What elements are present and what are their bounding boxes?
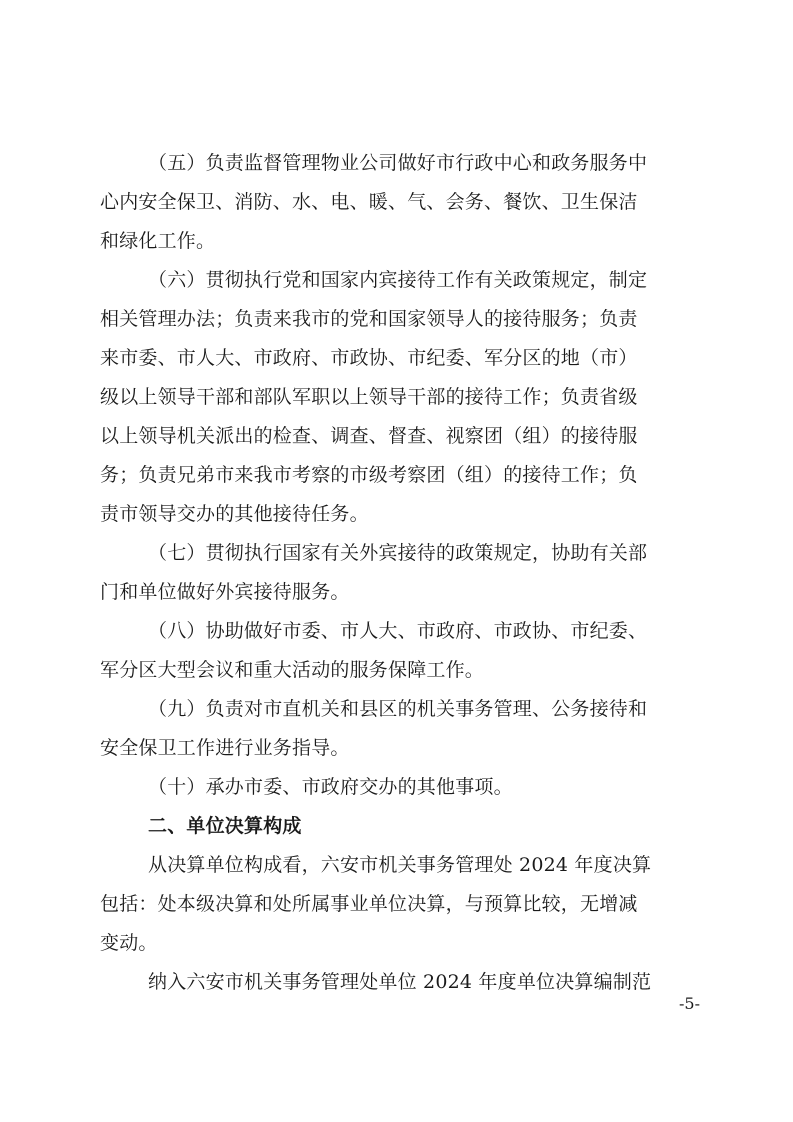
paragraph-6-line-4: 级以上领导干部和部队军职以上领导干部的接待工作；负责省级 bbox=[100, 386, 638, 408]
paragraph-8-line-1: （八）协助做好市委、市人大、市政府、市政协、市纪委、 bbox=[148, 620, 648, 642]
paragraph-composition-line-2: 包括：处本级决算和处所属事业单位决算，与预算比较，无增减 bbox=[100, 893, 638, 915]
paragraph-6-line-2: 相关管理办法；负责来我市的党和国家领导人的接待服务；负责 bbox=[100, 308, 638, 330]
paragraph-composition-line-3: 变动。 bbox=[100, 932, 158, 954]
paragraph-scope-line-1: 纳入六安市机关事务管理处单位 2024 年度单位决算编制范 bbox=[148, 971, 652, 993]
paragraph-5-line-1: （五）负责监督管理物业公司做好市行政中心和政务服务中 bbox=[148, 152, 648, 174]
paragraph-9-line-2: 安全保卫工作进行业务指导。 bbox=[100, 737, 350, 759]
paragraph-7-line-1: （七）贯彻执行国家有关外宾接待的政策规定，协助有关部 bbox=[148, 542, 648, 564]
paragraph-6-line-3: 来市委、市人大、市政府、市政协、市纪委、军分区的地（市） bbox=[100, 347, 638, 369]
paragraph-6-line-7: 责市领导交办的其他接待任务。 bbox=[100, 503, 369, 525]
paragraph-6-line-1: （六）贯彻执行党和国家内宾接待工作有关政策规定，制定 bbox=[148, 269, 648, 291]
page-number: -5- bbox=[679, 994, 700, 1013]
paragraph-5-line-3: 和绿化工作。 bbox=[100, 230, 216, 252]
paragraph-10-line-1: （十）承办市委、市政府交办的其他事项。 bbox=[148, 776, 513, 798]
paragraph-9-line-1: （九）负责对市直机关和县区的机关事务管理、公务接待和 bbox=[148, 698, 648, 720]
section-heading: 二、单位决算构成 bbox=[148, 815, 302, 837]
paragraph-5-line-2: 心内安全保卫、消防、水、电、暖、气、会务、餐饮、卫生保洁 bbox=[100, 191, 638, 213]
paragraph-7-line-2: 门和单位做好外宾接待服务。 bbox=[100, 581, 350, 603]
paragraph-composition-line-1: 从决算单位构成看，六安市机关事务管理处 2024 年度决算 bbox=[148, 854, 652, 876]
paragraph-8-line-2: 军分区大型会议和重大活动的服务保障工作。 bbox=[100, 659, 485, 681]
paragraph-6-line-5: 以上领导机关派出的检查、调查、督查、视察团（组）的接待服 bbox=[100, 425, 638, 447]
paragraph-6-line-6: 务；负责兄弟市来我市考察的市级考察团（组）的接待工作；负 bbox=[100, 464, 638, 486]
